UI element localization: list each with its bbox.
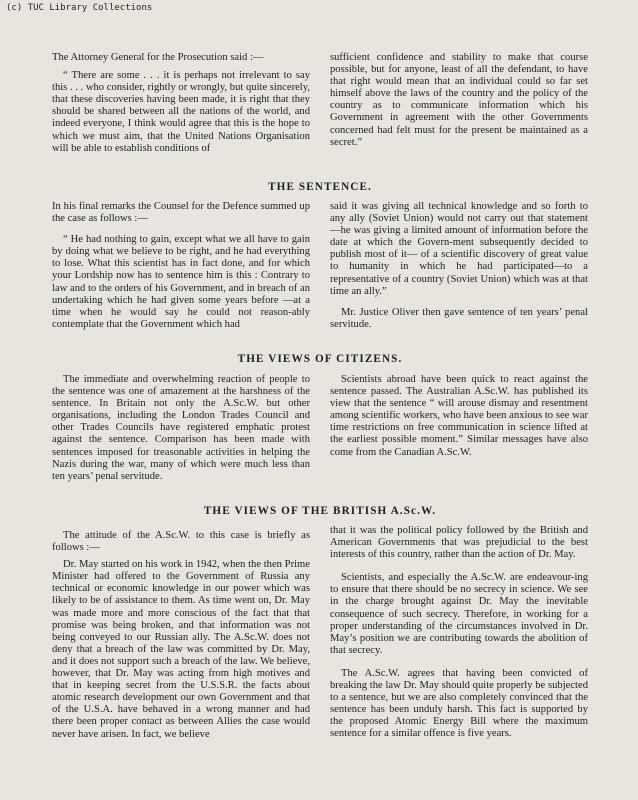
defence-quote-continued: said it was giving all technical knowledge and so forth to any ally (Soviet Union) would not carry out that statement—he was giving a limited amount of information before the date at which the Govern-ment subsequently decided to publish most of it— of a scientific discovery of great value to humanity in which he had participated—to a representative of a country (Soviet Union) which was at that time an ally.” xyxy=(330,201,588,297)
british-left-text: Dr. May started on his work in 1942, when the then Prime Minister had offered to the Government of Russia any technical or economic knowledge in our power which was likely to be of assistance to them. As time went on, Dr. May was made more and more conscious of the fact that that promise was being broken, and that information was not being conveyed to our Russian ally. The A.Sc.W. does not deny that a breach of the law was committed by Dr. May, and it does not support such a breach of the law. We believe, however, that Dr. May was acting from high motives and that in keeping secret from the U.S.S.R. the facts about atomic research development our own Government and that of the U.S.A. have behaved in a wrong manner and had there been proper contact as between Allies the case would never have arisen. In fact, we believe xyxy=(52,559,310,740)
document-page xyxy=(52,52,588,740)
right-column xyxy=(330,525,588,741)
attorney-general-section xyxy=(52,52,588,155)
citizens-section xyxy=(52,374,588,483)
british-right-text-1: that it was the political policy followed by the British and American Governments that was prejudicial to the best interests of this country, rather than the action of Dr. May. xyxy=(330,525,588,561)
attorney-quote-continued: sufficient confidence and stability to make that course possible, but for anyone, least of all the defendant, to have that right would mean that an individual could so far set himself above the laws of the country and the policy of the country as to communicate information which his Government in agreement with the other Governments concerned had felt must for the present be maintained as a secret.” xyxy=(330,52,588,148)
defence-quote: “ He had nothing to gain, except what we all have to gain by doing what we believe to be right, and he had everything to lose. What this scientist has in fact done, and for which your Lordship now has to sentence him is this : Contrary to law and to the orders of his Government, and in breach of an undertaking which he had given some years before —at a time when he would say he could not reason-ably contemplate that the Government which had xyxy=(52,234,310,330)
citizens-left-text: The immediate and overwhelming reaction of people to the sentence was one of amazement at the harshness of the sentence. In Britain not only the A.Sc.W. but other organisations, including the London Trades Council and other Trades Councils have registered emphatic protest against the sentence. Comparison has been made with sentences imposed for treasonable activities in helping the Nazis during the war, many of which were much less than ten years’ penal servitude. xyxy=(52,374,310,482)
british-lead: The attitude of the A.Sc.W. to this case is briefly as follows :— xyxy=(52,530,310,554)
left-column xyxy=(52,52,310,155)
heading-sentence: THE SENTENCE. xyxy=(268,181,372,193)
right-column xyxy=(330,52,588,155)
left-column xyxy=(52,374,310,483)
left-column xyxy=(52,201,310,331)
right-column xyxy=(330,374,588,483)
left-column xyxy=(52,525,310,741)
heading-british-ascw: THE VIEWS OF THE BRITISH A.Sc.W. xyxy=(203,505,437,517)
citizens-right-text: Scientists abroad have been quick to react against the sentence passed. The Australian A.Sc.W. has published its view that the sentence “ will arouse dismay and resentment among scientific workers, who have been anxious to see war time restrictions on free communication in science lifted at the earliest possible moment.” Similar messages have also come from the Canadian A.Sc.W. xyxy=(330,374,588,458)
verdict-text: Mr. Justice Oliver then gave sentence of ten years’ penal servitude. xyxy=(330,306,588,330)
watermark: (c) TUC Library Collections xyxy=(6,3,153,13)
defence-lead: In his final remarks the Counsel for the Defence summed up the case as follows :— xyxy=(52,201,310,225)
attorney-lead: The Attorney General for the Prosecution said :— xyxy=(52,52,264,63)
right-column xyxy=(330,201,588,331)
british-right-text-2: Scientists, and especially the A.Sc.W. are endeavour-ing to ensure that there should be no secrecy in science. We see in the charge brought against Dr. May the inevitable consequence of such secrecy. Therefore, in working for a proper understanding of the circumstances involved in Dr. May’s position we are contributing towards the abolition of that secrecy. xyxy=(330,572,588,656)
british-section xyxy=(52,525,588,741)
british-right-text-3: The A.Sc.W. agrees that having been convicted of breaking the law Dr. May should quite properly be subjected to a sentence, but we are also completely convinced that the sentence has been unduly harsh. This fact is supported by the proposed Atomic Energy Bill where the maximum sentence for a similar offence is five years. xyxy=(330,667,588,740)
heading-citizens: THE VIEWS OF CITIZENS. xyxy=(237,353,403,365)
sentence-section xyxy=(52,201,588,331)
attorney-quote: “ There are some . . . it is perhaps not irrelevant to say this . . . who consider, rightly or wrongly, but quite sincerely, that these discoveries having been made, it is right that they should be shared between all the nations of the world, and indeed everyone, I think would agree that this is the hope to which we must aim, that the United Nations Organisation will be able to establish conditions of xyxy=(52,70,310,154)
